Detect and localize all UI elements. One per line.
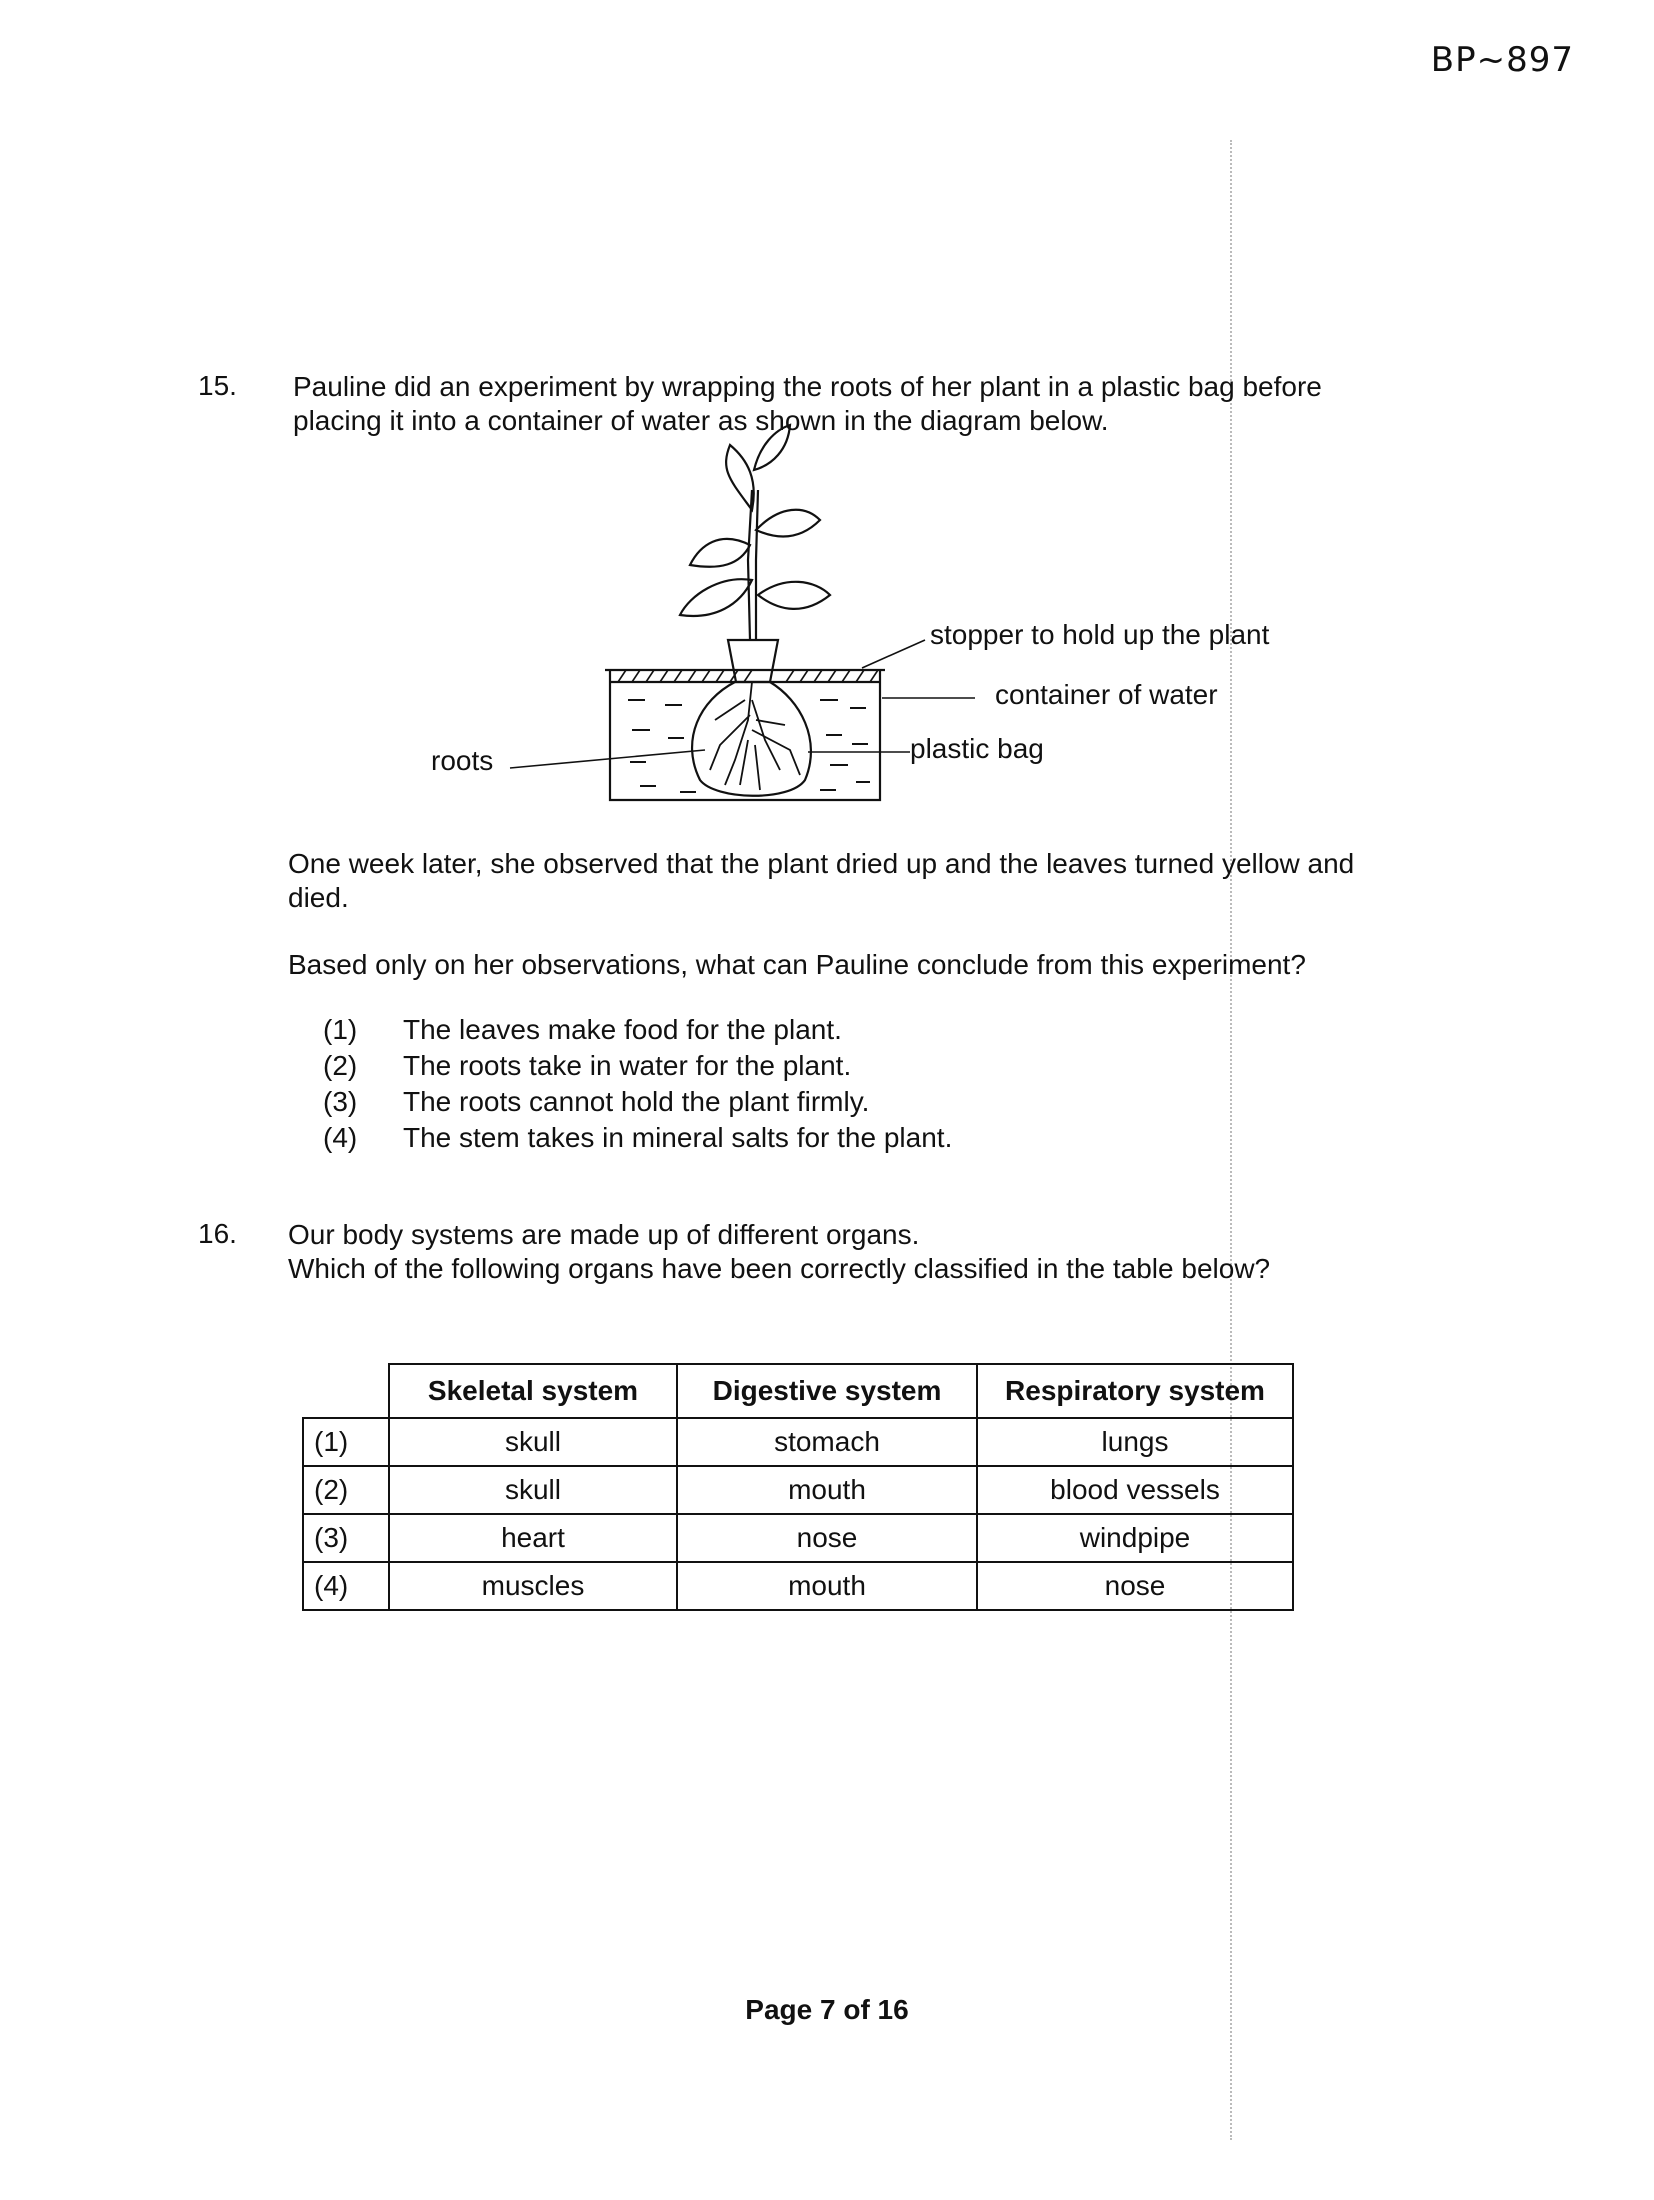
stopper-label: stopper to hold up the plant (930, 619, 1270, 650)
option-text: The roots take in water for the plant. (403, 1050, 852, 1081)
row-number: (4) (303, 1562, 389, 1610)
question-15-number: 15. (198, 370, 237, 401)
table-cell: lungs (977, 1418, 1293, 1466)
table-cell: heart (389, 1514, 677, 1562)
question-16-stem-line1: Our body systems are made up of different organs. (288, 1219, 920, 1250)
question-15-options (323, 1012, 952, 1156)
header-respiratory: Respiratory system (977, 1364, 1293, 1418)
container-label: container of water (995, 679, 1218, 710)
question-15-observation-line2: died. (288, 882, 349, 913)
table-header-row (303, 1364, 1293, 1418)
option-text: The stem takes in mineral salts for the plant. (403, 1122, 953, 1153)
table-row[interactable] (303, 1466, 1293, 1514)
header-skeletal: Skeletal system (389, 1364, 677, 1418)
question-15-stem-line2: placing it into a container of water as shown in the diagram below. (293, 405, 1109, 436)
table-cell: skull (389, 1466, 677, 1514)
question-16-stem-line2: Which of the following organs have been correctly classified in the table below? (288, 1253, 1271, 1284)
row-number: (1) (303, 1418, 389, 1466)
table-cell: nose (677, 1514, 977, 1562)
question-15-question: Based only on her observations, what can Pauline conclude from this experiment? (288, 949, 1306, 980)
option-number: (3) (323, 1086, 358, 1117)
plant-experiment-diagram (0, 0, 1654, 900)
option-3[interactable] (323, 1084, 952, 1120)
table-row[interactable] (303, 1418, 1293, 1466)
table-cell: mouth (677, 1466, 977, 1514)
table-corner (303, 1364, 389, 1418)
table-cell: nose (977, 1562, 1293, 1610)
plastic-bag-label: plastic bag (910, 733, 1044, 764)
table-cell: mouth (677, 1562, 977, 1610)
plastic-bag-outline (692, 682, 811, 796)
option-1[interactable] (323, 1012, 952, 1048)
header-digestive: Digestive system (677, 1364, 977, 1418)
roots-label: roots (431, 745, 494, 776)
option-text: The leaves make food for the plant. (403, 1014, 842, 1045)
option-text: The roots cannot hold the plant firmly. (403, 1086, 870, 1117)
table-row[interactable] (303, 1562, 1293, 1610)
question-15-stem-line1: Pauline did an experiment by wrapping the roots of her plant in a plastic bag before (293, 371, 1322, 402)
roots-leader (510, 750, 705, 768)
option-2[interactable] (323, 1048, 952, 1084)
table-cell: muscles (389, 1562, 677, 1610)
table-row[interactable] (303, 1514, 1293, 1562)
option-number: (4) (323, 1122, 358, 1153)
paper-code: BP~897 (1430, 40, 1574, 80)
question-15-observation-line1: One week later, she observed that the plant dried up and the leaves turned yellow and (288, 848, 1355, 879)
row-number: (2) (303, 1466, 389, 1514)
table-cell: windpipe (977, 1514, 1293, 1562)
stopper-leader (862, 640, 925, 668)
table-cell: stomach (677, 1418, 977, 1466)
page-number: Page 7 of 16 (745, 1994, 909, 2025)
question-16-number: 16. (198, 1218, 237, 1249)
organ-classification-table (302, 1363, 1294, 1611)
row-number: (3) (303, 1514, 389, 1562)
table-cell: blood vessels (977, 1466, 1293, 1514)
table-cell: skull (389, 1418, 677, 1466)
option-number: (1) (323, 1014, 358, 1045)
option-4[interactable] (323, 1120, 952, 1156)
option-number: (2) (323, 1050, 358, 1081)
